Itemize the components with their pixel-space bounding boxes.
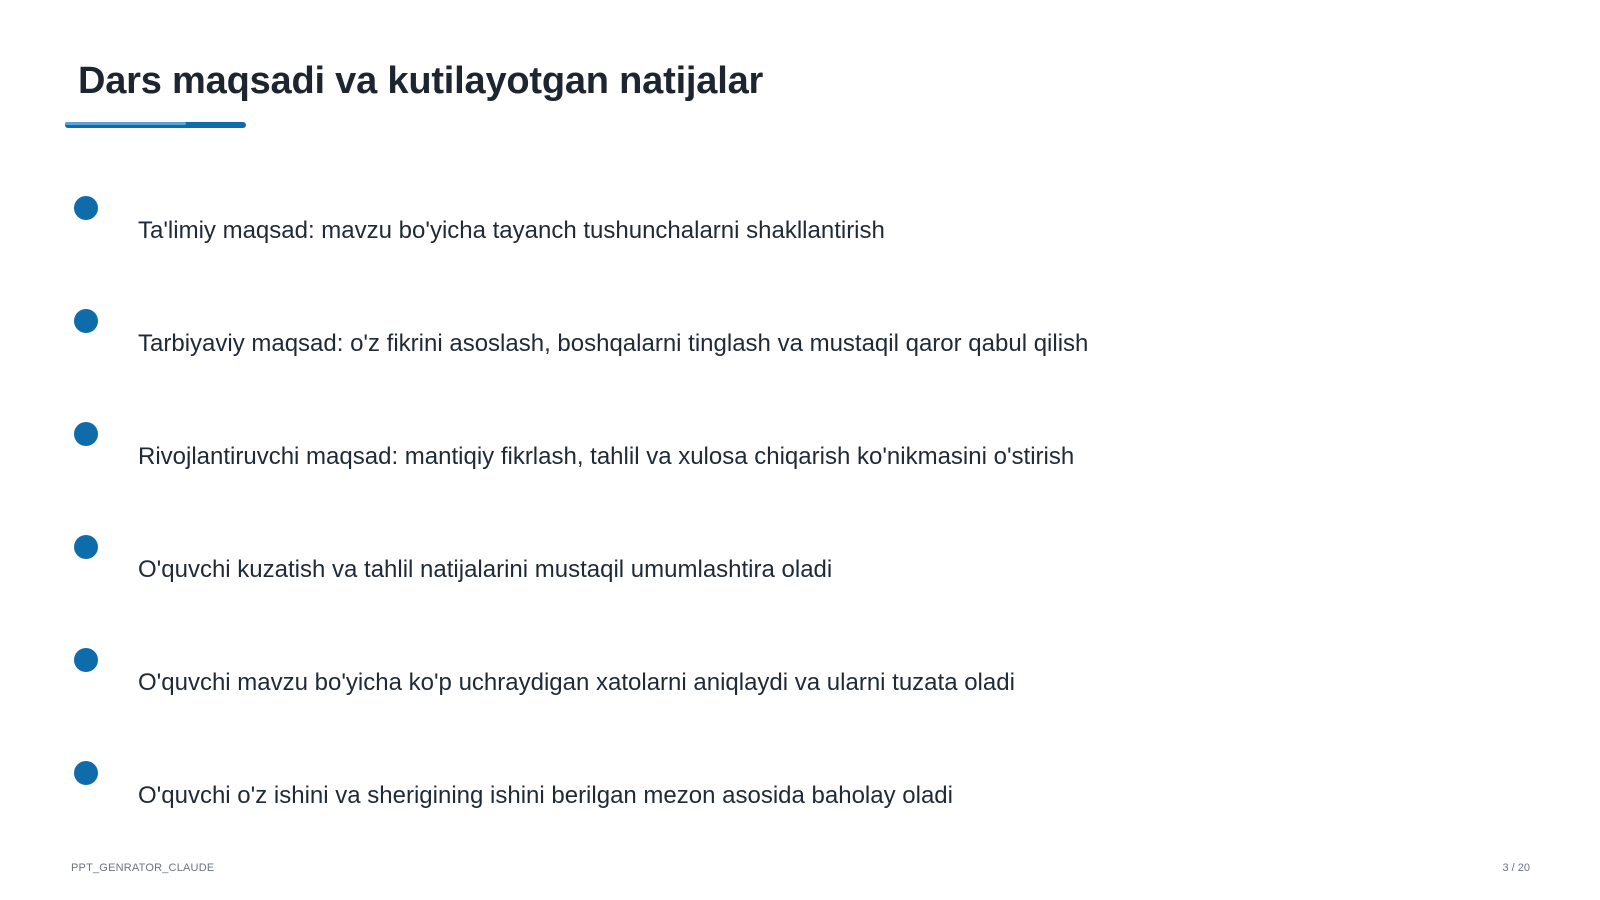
bullet-dot-icon xyxy=(74,535,98,559)
list-item xyxy=(72,648,1372,708)
bullet-dot-icon xyxy=(74,196,98,220)
bullet-dot-icon xyxy=(74,761,98,785)
list-item xyxy=(72,309,1372,369)
list-item-text: Ta'limiy maqsad: mavzu bo'yicha tayanch tushunchalarni shakllantirish xyxy=(138,217,885,244)
footer-generator-label: PPT_GENRATOR_CLAUDE xyxy=(71,862,215,874)
list-item-text: O'quvchi o'z ishini va sherigining ishini berilgan mezon asosida baholay oladi xyxy=(138,782,953,809)
bullet-dot-icon xyxy=(74,309,98,333)
page-indicator: 3 / 20 xyxy=(1502,862,1530,874)
title-underline xyxy=(65,122,246,128)
slide-title: Dars maqsadi va kutilayotgan natijalar xyxy=(78,60,764,102)
list-item xyxy=(72,761,1372,821)
list-item-text: Tarbiyaviy maqsad: o'z fikrini asoslash, boshqalarni tinglash va mustaqil qaror qabul qilish xyxy=(138,330,1089,357)
list-item xyxy=(72,535,1372,595)
list-item-text: Rivojlantiruvchi maqsad: mantiqiy fikrlash, tahlil va xulosa chiqarish ko'nikmasini o'stirish xyxy=(138,443,1075,470)
list-item-text: O'quvchi mavzu bo'yicha ko'p uchraydigan xatolarni aniqlaydi va ularni tuzata oladi xyxy=(138,669,1015,696)
bullet-dot-icon xyxy=(74,648,98,672)
bullet-dot-icon xyxy=(74,422,98,446)
title-underline-highlight xyxy=(65,122,186,125)
list-item xyxy=(72,422,1372,482)
list-item-text: O'quvchi kuzatish va tahlil natijalarini mustaqil umumlashtira oladi xyxy=(138,556,833,583)
list-item xyxy=(72,196,1372,256)
